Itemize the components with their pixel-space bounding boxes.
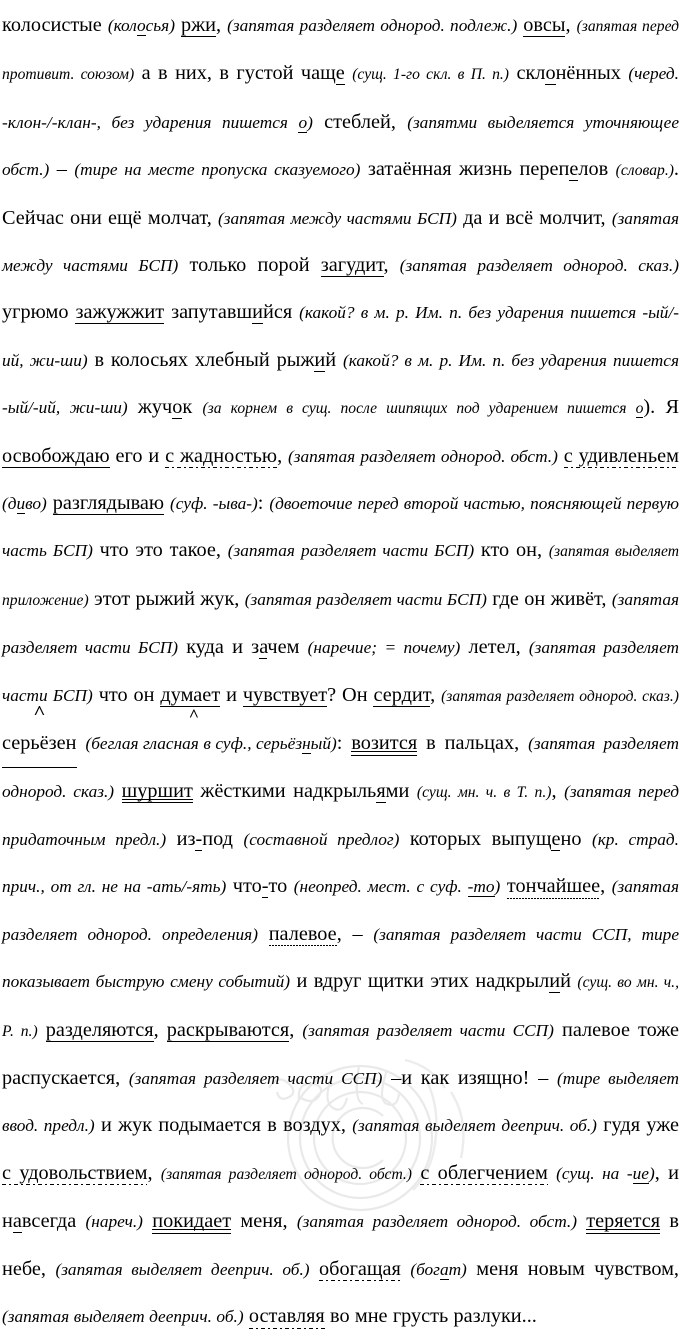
note: (запятая разделяет части ССП) — [302, 1020, 554, 1040]
punct: , — [430, 683, 436, 706]
adverbial: оставляя — [248, 1304, 325, 1327]
attribute: тончайшее — [506, 875, 601, 898]
note: (какой? в м. р. Им. п. без ударения пишется -ый/-ий, жи-ши) — [2, 303, 679, 370]
phrase: что он — [98, 683, 155, 706]
subject: овсы — [523, 14, 566, 36]
attribute: палевое — [268, 922, 337, 945]
predicate: шуршит — [121, 779, 193, 802]
orthogram-letter: и — [252, 301, 263, 324]
punct: : — [336, 732, 343, 755]
phrase: меня, — [240, 1210, 288, 1233]
phrase: –и как изящно! – — [391, 1066, 549, 1089]
phrase: где он живёт, — [492, 587, 607, 610]
phrase: и жук подымается в воздух, — [100, 1114, 346, 1137]
phrase: кто он, — [480, 539, 543, 562]
adverbial: с жадностью — [165, 444, 278, 467]
adverbial: обогащая — [319, 1257, 401, 1280]
punct: , — [147, 1161, 153, 1184]
note: (запятая перед придаточным предл.) — [2, 781, 679, 849]
note: (запятми выделяется уточняющее обст.) — [2, 112, 680, 180]
predicate: покидает — [152, 1210, 232, 1233]
predicate: ˄ серьёзен — [2, 720, 77, 767]
note: (запятая между частями БСП) — [217, 208, 457, 228]
note: (сущ. 1-го скл. в П. п.) — [352, 66, 510, 84]
note: (сущ. мн. ч. в Т. п.) — [416, 783, 552, 801]
word: склонённых — [516, 62, 621, 85]
word: угрюмо — [2, 301, 69, 324]
note: (запятая разделяет однород. обст.) — [296, 1212, 577, 1232]
note: (запятая выделяет приложение) — [2, 543, 679, 609]
note: (тире на месте пропуска сказуемого) — [74, 160, 361, 180]
orthogram-letter: - — [195, 827, 203, 850]
orthogram-letter: о — [545, 62, 556, 85]
predicate: разделяются — [45, 1018, 154, 1041]
orthogram-letter: о — [635, 400, 644, 418]
note: (черед. -клон-/-клан-, без ударения пишется о) — [2, 64, 679, 132]
punct: , — [600, 875, 606, 898]
orthogram-letter: я — [376, 779, 386, 802]
note: ˄ (беглая гласная в суф., серьёзный) — [85, 734, 336, 753]
phrase: в небе, — [2, 1210, 679, 1280]
punct: , — [216, 14, 222, 36]
note: (запятая разделяет однород. подлеж.) — [227, 16, 518, 35]
orthogram-letter: а — [259, 636, 268, 659]
phrase: а в них, в густой чащ — [141, 62, 336, 85]
adverbial: с удовольствием — [2, 1161, 148, 1184]
predicate: думает — [160, 683, 221, 706]
orthogram-suffix: -то — [467, 877, 495, 897]
orthogram-letter: - — [261, 875, 269, 898]
phrase: этот рыжий жук, — [94, 587, 240, 610]
phrase: палевое тоже распускается, — [2, 1018, 680, 1089]
predicate: теряется — [586, 1210, 661, 1233]
note: (суф. -ыва-) — [170, 494, 258, 514]
phrase: затаённая жизнь перепелов — [367, 158, 609, 181]
punct: , — [289, 1018, 295, 1041]
phrase: . Сейчас они ещё молчат, — [2, 158, 679, 229]
phrase: только порой — [189, 254, 310, 277]
note: (запятая разделяет части ССП) — [128, 1068, 383, 1088]
note: (запятая разделяет однород. обст.) — [160, 1165, 412, 1183]
phrase: куда и зачем — [186, 636, 300, 659]
word: колосистые — [2, 14, 102, 36]
punct: , – — [336, 922, 363, 945]
note: (запятая разделяет части БСП) — [2, 589, 680, 658]
predicate: загудит — [320, 254, 384, 277]
note: (сущ. на -ие) — [556, 1163, 655, 1183]
phrase: жёсткими надкрыльями — [200, 779, 410, 802]
orthogram-letter: н — [302, 734, 311, 754]
predicate: зажужжит — [75, 301, 165, 324]
note: (запятая разделяет части ССП, тире показывает быструю смену событий) — [2, 924, 679, 992]
note: (двоеточие перед второй частью, поясняющей первую часть БСП) — [2, 494, 679, 561]
punct: , — [383, 254, 389, 277]
word: запутавшийся — [171, 301, 293, 324]
predicate: сердит — [373, 683, 431, 706]
phrase: что это такое, — [99, 539, 221, 562]
phrase: ). Я — [643, 396, 679, 419]
orthogram-letter: и — [549, 970, 561, 993]
word: летел, — [468, 636, 521, 659]
predicate: разглядываю — [52, 492, 165, 515]
orthogram-letter: о — [298, 112, 308, 132]
orthogram-letter: и — [16, 494, 26, 514]
note: (составной предлог) — [243, 829, 400, 849]
phrase: его и — [115, 444, 160, 467]
phrase: меня новым чувством, — [476, 1257, 679, 1280]
punct: , — [565, 14, 571, 36]
orthogram-letter: о — [136, 16, 146, 35]
phrase: которых выпущено — [409, 827, 582, 850]
predicate: освобождаю — [2, 444, 110, 467]
note: (какой? в м. р. Им. п. без ударения пишется -ый/-ий, жи-ши) — [2, 350, 679, 418]
orthogram-letter: е — [335, 62, 345, 85]
phrase: , и навсегда — [2, 1161, 679, 1233]
punct: , — [551, 779, 557, 802]
note: (неопред. мест. с суф. -то) — [293, 877, 501, 897]
word: из-под — [176, 827, 233, 850]
note: (запятая разделяет части БСП) — [2, 638, 679, 705]
predicate: возится — [351, 732, 418, 755]
phrase: гудя уже — [603, 1114, 679, 1137]
note: (запятая разделяет однород. сказ.) — [399, 256, 679, 276]
note: (запятая разделяет однород. обст.) — [288, 446, 558, 466]
note: (запятая выделяет дееприч. об.) — [352, 1116, 597, 1136]
punct: , — [277, 444, 283, 467]
subject: ржи — [180, 14, 216, 36]
note: (нареч.) — [85, 1212, 143, 1232]
note: (словар.) — [615, 162, 674, 180]
adverbial: с облегчением — [420, 1161, 548, 1184]
word: жучок — [137, 396, 193, 419]
note: (тире выделяет ввод. предл.) — [2, 1068, 679, 1136]
word: стеблей, — [324, 110, 396, 133]
caret-icon: ˄ — [33, 701, 45, 723]
note: (богат) — [410, 1259, 467, 1279]
note: (сущ. во мн. ч., Р. п.) — [2, 974, 679, 1040]
phrase: в пальцах, — [426, 732, 520, 755]
phrase: в колосьях хлебный рыжий — [94, 348, 337, 371]
predicate: раскрываются — [166, 1018, 290, 1041]
note: (запятая выделяет дееприч. об.) — [2, 1306, 244, 1326]
note: (запятая между частями БСП) — [2, 208, 679, 276]
orthogram-letter: о — [172, 396, 183, 419]
predicate: чувствует — [242, 683, 328, 706]
note: (наречие; = почему) — [307, 638, 461, 658]
note: (запятая разделяет однород. сказ.) — [2, 734, 679, 801]
note: (запятая разделяет части БСП) — [244, 589, 487, 609]
note: (кр. страд. прич., от гл. не на -ать/-ять) — [2, 829, 679, 897]
note: (колосья) — [107, 16, 175, 35]
grammar-answer-text — [2, 2, 679, 1340]
note: (за корнем в сущ. после шипящих под ударением пишется о — [202, 400, 644, 418]
punct: : — [257, 492, 264, 515]
orthogram-letter: е — [569, 158, 579, 181]
adverbial: с удивленьем — [563, 444, 679, 467]
note: (запятая выделяет дееприч. об.) — [55, 1259, 310, 1279]
caret-icon: ˄ — [189, 703, 199, 723]
conj: и — [226, 683, 237, 706]
punct: , — [153, 1018, 159, 1041]
orthogram-letter: е — [551, 827, 561, 850]
note: (запятая разделяет однород. сказ.) — [441, 687, 679, 705]
orthogram-letter: а — [12, 1210, 22, 1233]
caret-anchor: ˄ (беглая гласная в суф., серьёз — [85, 703, 303, 754]
orthogram-suffix: ие — [632, 1163, 649, 1183]
note: (запятая разделяет части БСП) — [227, 541, 475, 561]
orthogram-letter: и — [314, 348, 326, 371]
phrase: да и всё молчит, — [463, 206, 606, 229]
phrase: и вдруг щитки этих надкрылий — [296, 970, 571, 993]
orthogram-letter: а — [439, 1259, 449, 1279]
word: что-то — [232, 875, 288, 898]
dash: – — [56, 158, 67, 181]
phrase: ? Он — [327, 683, 368, 706]
phrase: во мне грусть разлуки... — [330, 1304, 537, 1327]
note: (запятая разделяет однород. определения) — [2, 877, 679, 944]
note: (запятая перед противит. союзом) — [2, 18, 679, 84]
note: (диво) — [2, 494, 47, 514]
